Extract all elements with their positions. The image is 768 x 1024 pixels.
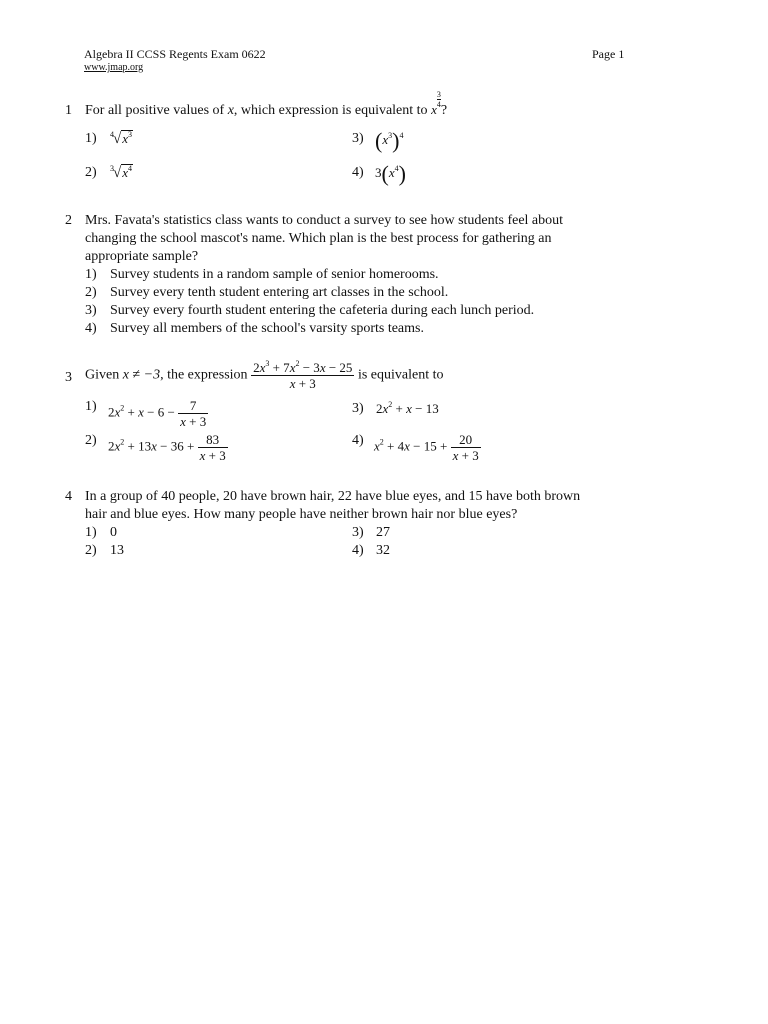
q2-prompt-line-1: Mrs. Favata's statistics class wants to conduct a survey to see how students feel about [85, 213, 564, 228]
q4-choice-1: 0 [110, 525, 117, 540]
q1-choice-2: $^3√x^4$ [110, 164, 133, 181]
q4-choice-1-label: 1) [85, 525, 97, 540]
q1-choice-2-label: 2) [85, 165, 97, 180]
q2-choice-4: Survey all members of the school's varsity sports teams. [110, 321, 424, 336]
q3-choice-3: $2x^2 + x - 13$ [376, 400, 439, 416]
q1-choice-1-label: 1) [85, 131, 97, 146]
exam-title: Algebra II CCSS Regents Exam 0622 [84, 47, 266, 61]
q3-choice-2-label: 2) [85, 433, 97, 448]
q2-choice-2: Survey every tenth student entering art classes in the school. [110, 285, 449, 300]
q4-choice-3: 27 [376, 525, 390, 540]
q1-choice-1: $^4√x^3$ [110, 130, 133, 147]
q4-choice-4: 32 [376, 543, 390, 558]
q3-number: 3 [65, 370, 72, 385]
q3-choice-1-label: 1) [85, 399, 97, 414]
q3-choice-4-label: 4) [352, 433, 364, 448]
q2-choice-3: Survey every fourth student entering the cafeteria during each lunch period. [110, 303, 535, 318]
q4-choice-3-label: 3) [352, 525, 364, 540]
q3-choice-2: $2x^2 + 13x - 36$ + $\frac{83}{x + 3}$ [108, 432, 226, 463]
q4-choice-2: 13 [110, 543, 124, 558]
page-number: Page 1 [592, 47, 625, 61]
q1-choice-4: $3(x^4)$ [375, 161, 406, 186]
q4-choice-2-label: 2) [85, 543, 97, 558]
q4-prompt-line-2: hair and blue eyes. How many people have neither brown hair nor blue eyes? [85, 507, 518, 522]
q2-number: 2 [65, 213, 72, 228]
q1-expression: x $\frac{3}{4}$ [431, 90, 441, 117]
q2-prompt-line-3: appropriate sample? [85, 249, 199, 264]
q2-choice-2-label: 2) [85, 285, 97, 300]
q1-prompt: For all positive values of x, which expression is equivalent to x $\frac{3}{4}$ ? [85, 90, 448, 118]
jmap-link[interactable]: www.jmap.org [84, 62, 144, 73]
q2-choice-3-label: 3) [85, 303, 97, 318]
q3-choice-4: $x^2 + 4x - 15$ + $\frac{20}{x + 3}$ [374, 432, 479, 463]
q3-prompt: Given x ≠ −3, the expression $\frac{2x^3 + 7x^2 - 3x - 25}{x + 3}$ is equivalent to [85, 359, 444, 391]
q1-choice-3: $(x^3)^4$ [375, 128, 404, 153]
q4-number: 4 [65, 489, 72, 504]
q1-number: 1 [65, 103, 72, 118]
q3-expression: $\frac{2x^3 + 7x^2 - 3x - 25}{x + 3}$ [253, 359, 353, 391]
q3-choice-3-label: 3) [352, 401, 364, 416]
q1-choice-4-label: 4) [352, 165, 364, 180]
q2-choice-4-label: 4) [85, 321, 97, 336]
q2-prompt-line-2: changing the school mascot's name. Which plan is the best process for gathering an [85, 231, 552, 246]
q4-prompt-line-1: In a group of 40 people, 20 have brown hair, 22 have blue eyes, and 15 have both brown [85, 489, 581, 504]
q2-choice-1-label: 1) [85, 267, 97, 282]
q1-choice-3-label: 3) [352, 131, 364, 146]
q4-choice-4-label: 4) [352, 543, 364, 558]
q2-choice-1: Survey students in a random sample of senior homerooms. [110, 267, 439, 282]
q3-choice-1: $2x^2 + x - 6$ − $\frac{7}{x + 3}$ [108, 398, 207, 429]
